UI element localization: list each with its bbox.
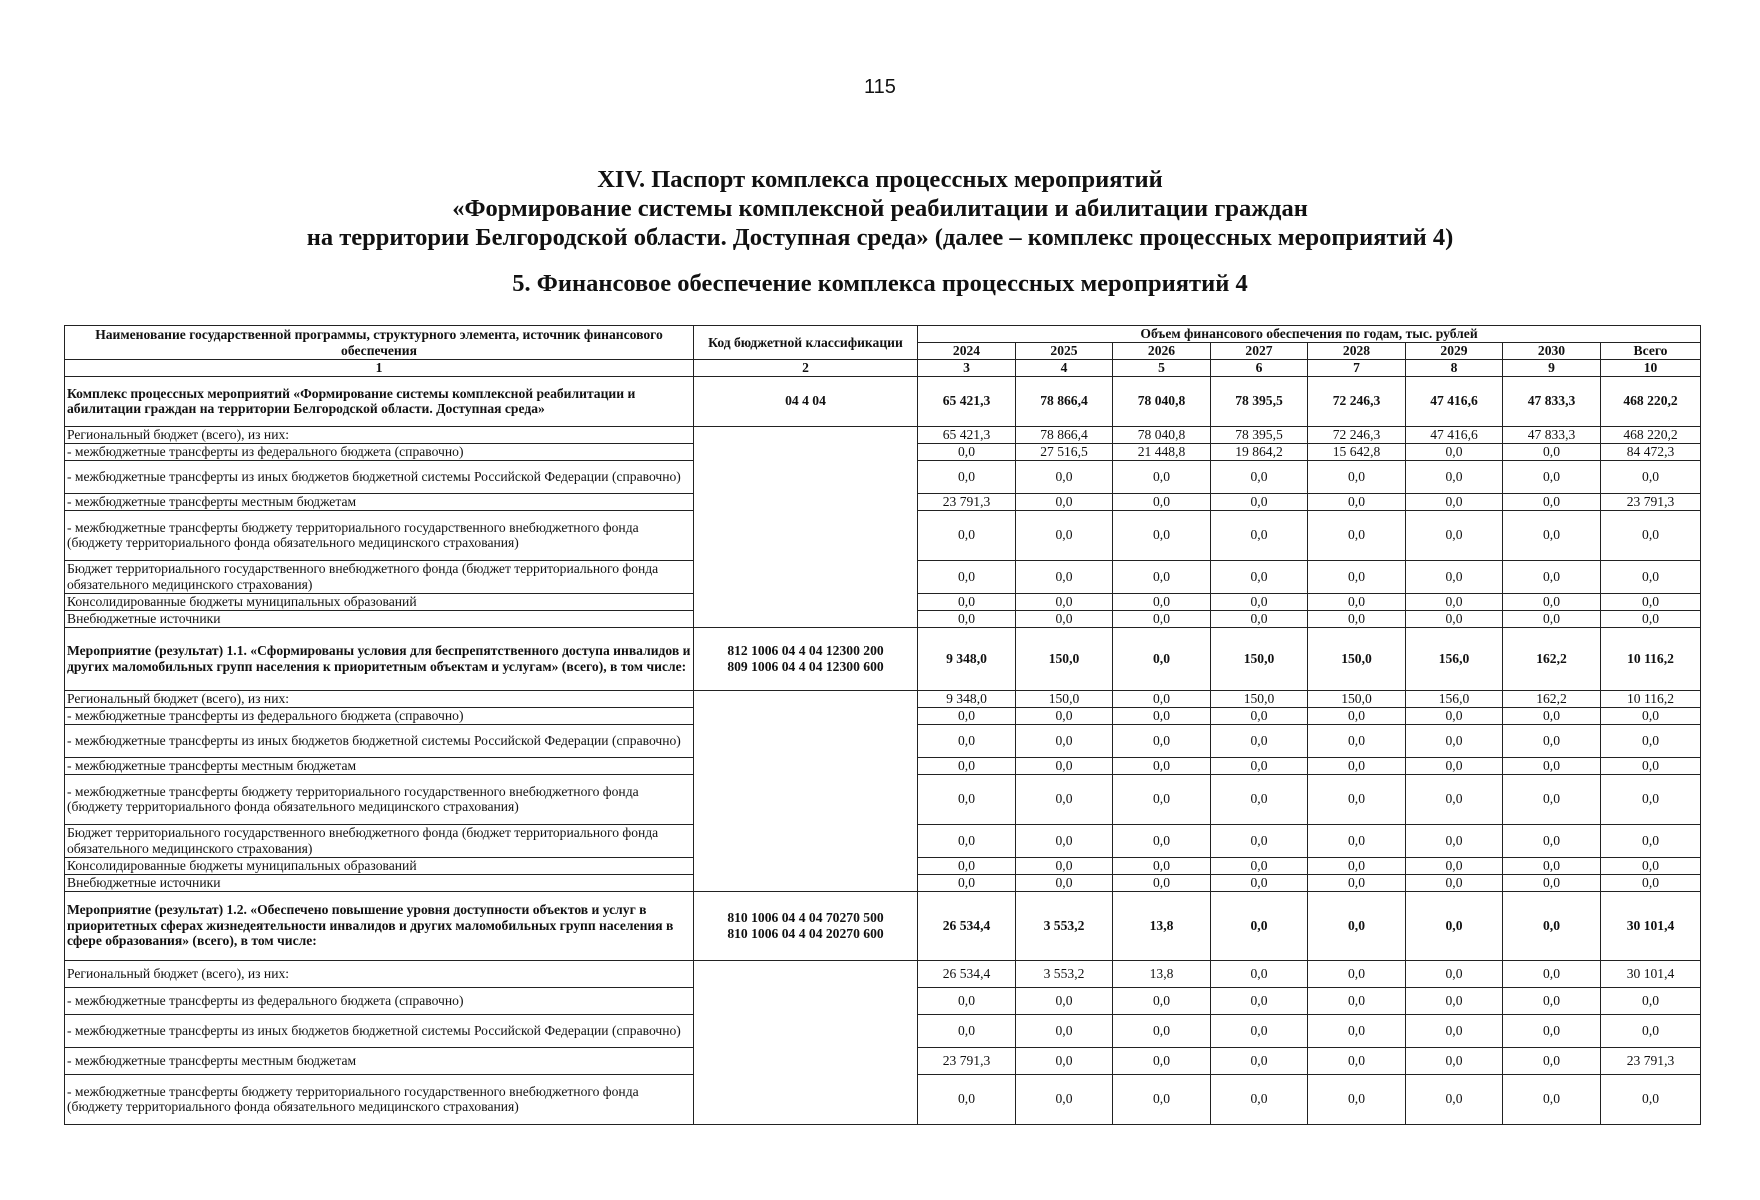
amount-cell: 0,0 xyxy=(1016,493,1113,510)
amount-cell: 13,8 xyxy=(1113,960,1211,987)
amount-cell: 0,0 xyxy=(918,757,1016,774)
amount-cell: 0,0 xyxy=(1503,774,1601,824)
amount-cell: 23 791,3 xyxy=(918,1047,1016,1074)
row-name: - межбюджетные трансферты из иных бюджетов бюджетной системы Российской Федерации (справочно) xyxy=(65,724,694,757)
amount-cell: 0,0 xyxy=(1211,610,1308,627)
title-line-1: XIV. Паспорт комплекса процессных мероприятий xyxy=(597,166,1163,193)
amount-cell: 78 866,4 xyxy=(1016,426,1113,443)
amount-cell: 0,0 xyxy=(1211,560,1308,593)
amount-cell: 0,0 xyxy=(918,724,1016,757)
amount-cell: 0,0 xyxy=(1503,960,1601,987)
row-name: Бюджет территориального государственного внебюджетного фонда (бюджет территориального фонда обязательного медицинского страхования) xyxy=(65,560,694,593)
amount-cell: 0,0 xyxy=(1211,960,1308,987)
row-code-empty xyxy=(694,690,918,891)
amount-cell: 150,0 xyxy=(1308,690,1406,707)
amount-cell: 3 553,2 xyxy=(1016,891,1113,960)
amount-cell: 0,0 xyxy=(1308,857,1406,874)
row-code xyxy=(694,627,918,690)
amount-cell: 0,0 xyxy=(918,593,1016,610)
amount-cell: 0,0 xyxy=(1113,610,1211,627)
amount-cell: 0,0 xyxy=(1308,493,1406,510)
amount-cell: 0,0 xyxy=(918,443,1016,460)
amount-cell: 0,0 xyxy=(1113,1074,1211,1124)
amount-cell: 0,0 xyxy=(1211,593,1308,610)
amount-cell: 0,0 xyxy=(1016,707,1113,724)
amount-cell: 156,0 xyxy=(1406,690,1503,707)
amount-cell: 0,0 xyxy=(1211,707,1308,724)
amount-cell: 0,0 xyxy=(1601,824,1701,857)
amount-cell: 0,0 xyxy=(1016,724,1113,757)
amount-cell: 0,0 xyxy=(1308,1047,1406,1074)
amount-cell: 0,0 xyxy=(1601,724,1701,757)
col-number: 6 xyxy=(1211,360,1308,377)
col-number: 7 xyxy=(1308,360,1406,377)
amount-cell: 0,0 xyxy=(918,460,1016,493)
page-number: 115 xyxy=(864,76,896,98)
amount-cell: 10 116,2 xyxy=(1601,690,1701,707)
amount-cell: 0,0 xyxy=(1503,987,1601,1014)
row-name: - межбюджетные трансферты местным бюджетам xyxy=(65,757,694,774)
table-body xyxy=(65,376,1701,1124)
amount-cell: 0,0 xyxy=(1308,874,1406,891)
header-name: Наименование государственной программы, структурного элемента, источник финансового обеспечения xyxy=(65,326,694,360)
amount-cell: 23 791,3 xyxy=(1601,493,1701,510)
amount-cell: 78 395,5 xyxy=(1211,376,1308,426)
amount-cell: 0,0 xyxy=(1406,857,1503,874)
amount-cell: 468 220,2 xyxy=(1601,426,1701,443)
amount-cell: 0,0 xyxy=(1113,560,1211,593)
amount-cell: 0,0 xyxy=(1503,610,1601,627)
amount-cell: 0,0 xyxy=(1016,610,1113,627)
year-total: Всего xyxy=(1601,343,1701,360)
amount-cell: 0,0 xyxy=(1113,724,1211,757)
table-row xyxy=(65,891,1701,960)
amount-cell: 0,0 xyxy=(1211,891,1308,960)
amount-cell: 0,0 xyxy=(1016,560,1113,593)
amount-cell: 0,0 xyxy=(1503,493,1601,510)
amount-cell: 0,0 xyxy=(918,610,1016,627)
amount-cell: 9 348,0 xyxy=(918,690,1016,707)
amount-cell: 0,0 xyxy=(1113,1014,1211,1047)
row-name: - межбюджетные трансферты местным бюджетам xyxy=(65,1047,694,1074)
code-line: 810 1006 04 4 04 70270 500 xyxy=(727,910,884,925)
amount-cell: 0,0 xyxy=(1113,593,1211,610)
amount-cell: 0,0 xyxy=(1503,757,1601,774)
amount-cell: 65 421,3 xyxy=(918,426,1016,443)
amount-cell: 0,0 xyxy=(1016,874,1113,891)
amount-cell: 0,0 xyxy=(1503,560,1601,593)
amount-cell: 0,0 xyxy=(1016,1014,1113,1047)
amount-cell: 0,0 xyxy=(1211,987,1308,1014)
amount-cell: 0,0 xyxy=(1113,824,1211,857)
amount-cell: 0,0 xyxy=(1406,874,1503,891)
amount-cell: 0,0 xyxy=(1601,757,1701,774)
code-line: 809 1006 04 4 04 12300 600 xyxy=(727,658,884,674)
amount-cell: 0,0 xyxy=(1308,774,1406,824)
row-name: Комплекс процессных мероприятий «Формирование системы комплексной реабилитации и абилитации граждан на территории Белгородской области. Доступная среда» xyxy=(65,376,694,426)
table-row xyxy=(65,426,1701,443)
amount-cell: 0,0 xyxy=(1113,857,1211,874)
table-row xyxy=(65,376,1701,426)
row-name: - межбюджетные трансферты местным бюджетам xyxy=(65,493,694,510)
amount-cell: 0,0 xyxy=(1113,987,1211,1014)
row-name: - межбюджетные трансферты бюджету территориального государственного внебюджетного фонда (бюджету территориального фонда обязательного медицинского страхования) xyxy=(65,1074,694,1124)
table-row xyxy=(65,690,1701,707)
amount-cell: 0,0 xyxy=(1308,824,1406,857)
amount-cell: 0,0 xyxy=(918,824,1016,857)
row-name: - межбюджетные трансферты из федерального бюджета (справочно) xyxy=(65,443,694,460)
amount-cell: 0,0 xyxy=(1503,707,1601,724)
amount-cell: 0,0 xyxy=(1308,891,1406,960)
amount-cell: 10 116,2 xyxy=(1601,627,1701,690)
amount-cell: 30 101,4 xyxy=(1601,960,1701,987)
amount-cell: 3 553,2 xyxy=(1016,960,1113,987)
amount-cell: 0,0 xyxy=(1016,510,1113,560)
amount-cell: 84 472,3 xyxy=(1601,443,1701,460)
col-number: 3 xyxy=(918,360,1016,377)
amount-cell: 0,0 xyxy=(1016,593,1113,610)
year-2027: 2027 xyxy=(1211,343,1308,360)
amount-cell: 0,0 xyxy=(1503,1014,1601,1047)
amount-cell: 72 246,3 xyxy=(1308,376,1406,426)
amount-cell: 0,0 xyxy=(1406,724,1503,757)
amount-cell: 0,0 xyxy=(1406,443,1503,460)
row-name: Внебюджетные источники xyxy=(65,610,694,627)
amount-cell: 0,0 xyxy=(1211,460,1308,493)
code-line: 812 1006 04 4 04 12300 200 xyxy=(727,643,884,658)
amount-cell: 0,0 xyxy=(1503,874,1601,891)
amount-cell: 0,0 xyxy=(1601,1074,1701,1124)
amount-cell: 0,0 xyxy=(1601,707,1701,724)
amount-cell: 0,0 xyxy=(918,987,1016,1014)
amount-cell: 0,0 xyxy=(918,874,1016,891)
amount-cell: 19 864,2 xyxy=(1211,443,1308,460)
col-number: 8 xyxy=(1406,360,1503,377)
amount-cell: 150,0 xyxy=(1016,627,1113,690)
amount-cell: 468 220,2 xyxy=(1601,376,1701,426)
title-line-2: «Формирование системы комплексной реабилитации и абилитации граждан xyxy=(452,195,1308,222)
amount-cell: 0,0 xyxy=(1406,1047,1503,1074)
row-name: - межбюджетные трансферты бюджету территориального государственного внебюджетного фонда (бюджету территориального фонда обязательного медицинского страхования) xyxy=(65,774,694,824)
amount-cell: 0,0 xyxy=(1016,460,1113,493)
row-code-empty xyxy=(694,426,918,627)
amount-cell: 0,0 xyxy=(1503,460,1601,493)
amount-cell: 0,0 xyxy=(1016,987,1113,1014)
amount-cell: 162,2 xyxy=(1503,627,1601,690)
amount-cell: 0,0 xyxy=(1016,1074,1113,1124)
document-title xyxy=(0,165,1760,252)
row-code-empty xyxy=(694,960,918,1124)
amount-cell: 78 395,5 xyxy=(1211,426,1308,443)
amount-cell: 78 866,4 xyxy=(1016,376,1113,426)
amount-cell: 0,0 xyxy=(1113,757,1211,774)
row-code: 04 4 04 xyxy=(694,376,918,426)
amount-cell: 23 791,3 xyxy=(918,493,1016,510)
amount-cell: 0,0 xyxy=(1308,460,1406,493)
amount-cell: 0,0 xyxy=(1016,1047,1113,1074)
amount-cell: 78 040,8 xyxy=(1113,426,1211,443)
amount-cell: 0,0 xyxy=(918,1074,1016,1124)
amount-cell: 0,0 xyxy=(1113,510,1211,560)
section-title: 5. Финансовое обеспечение комплекса процессных мероприятий 4 xyxy=(512,270,1248,297)
financing-table xyxy=(64,325,1701,1125)
amount-cell: 0,0 xyxy=(1113,1047,1211,1074)
amount-cell: 13,8 xyxy=(1113,891,1211,960)
amount-cell: 65 421,3 xyxy=(918,376,1016,426)
row-name: Региональный бюджет (всего), из них: xyxy=(65,960,694,987)
header-code: Код бюджетной классификации xyxy=(694,326,918,360)
amount-cell: 0,0 xyxy=(1601,593,1701,610)
title-line-3: на территории Белгородской области. Доступная среда» (далее – комплекс процессных мероприятий 4) xyxy=(306,224,1454,251)
amount-cell: 0,0 xyxy=(1211,1014,1308,1047)
col-number: 5 xyxy=(1113,360,1211,377)
year-2030: 2030 xyxy=(1503,343,1601,360)
amount-cell: 0,0 xyxy=(1601,987,1701,1014)
row-name: - межбюджетные трансферты из федерального бюджета (справочно) xyxy=(65,987,694,1014)
amount-cell: 0,0 xyxy=(1406,960,1503,987)
amount-cell: 0,0 xyxy=(918,774,1016,824)
amount-cell: 0,0 xyxy=(1601,857,1701,874)
table-row xyxy=(65,960,1701,987)
row-name: Мероприятие (результат) 1.2. «Обеспечено повышение уровня доступности объектов и услуг в приоритетных сферах жизнедеятельности инвалидов и других маломобильных групп населения в сфере образования» (всего), в том числе: xyxy=(65,891,694,960)
amount-cell: 0,0 xyxy=(1406,1074,1503,1124)
year-2026: 2026 xyxy=(1113,343,1211,360)
amount-cell: 0,0 xyxy=(1308,1074,1406,1124)
amount-cell: 26 534,4 xyxy=(918,960,1016,987)
row-name: Региональный бюджет (всего), из них: xyxy=(65,690,694,707)
amount-cell: 0,0 xyxy=(1503,857,1601,874)
amount-cell: 0,0 xyxy=(1113,493,1211,510)
year-2024: 2024 xyxy=(918,343,1016,360)
amount-cell: 0,0 xyxy=(1601,874,1701,891)
amount-cell: 0,0 xyxy=(1406,493,1503,510)
amount-cell: 0,0 xyxy=(1601,560,1701,593)
amount-cell: 27 516,5 xyxy=(1016,443,1113,460)
row-name: Бюджет территориального государственного внебюджетного фонда (бюджет территориального фонда обязательного медицинского страхования) xyxy=(65,824,694,857)
amount-cell: 0,0 xyxy=(918,857,1016,874)
amount-cell: 0,0 xyxy=(1406,510,1503,560)
row-name: - межбюджетные трансферты бюджету территориального государственного внебюджетного фонда (бюджету территориального фонда обязательного медицинского страхования) xyxy=(65,510,694,560)
row-name: Мероприятие (результат) 1.1. «Сформированы условия для беспрепятственного доступа инвалидов и других маломобильных групп населения к приоритетным объектам и услугам» (всего), в том числе: xyxy=(65,627,694,690)
amount-cell: 0,0 xyxy=(918,510,1016,560)
amount-cell: 0,0 xyxy=(1406,757,1503,774)
amount-cell: 0,0 xyxy=(1211,824,1308,857)
amount-cell: 0,0 xyxy=(1211,857,1308,874)
amount-cell: 0,0 xyxy=(1503,510,1601,560)
amount-cell: 0,0 xyxy=(1211,874,1308,891)
col-number: 10 xyxy=(1601,360,1701,377)
amount-cell: 0,0 xyxy=(1211,1047,1308,1074)
row-name: Внебюджетные источники xyxy=(65,874,694,891)
amount-cell: 15 642,8 xyxy=(1308,443,1406,460)
amount-cell: 0,0 xyxy=(1406,891,1503,960)
amount-cell: 156,0 xyxy=(1406,627,1503,690)
amount-cell: 47 833,3 xyxy=(1503,376,1601,426)
amount-cell: 0,0 xyxy=(1211,724,1308,757)
amount-cell: 72 246,3 xyxy=(1308,426,1406,443)
amount-cell: 0,0 xyxy=(1113,460,1211,493)
amount-cell: 0,0 xyxy=(1211,757,1308,774)
amount-cell: 0,0 xyxy=(1406,824,1503,857)
amount-cell: 0,0 xyxy=(1113,627,1211,690)
amount-cell: 0,0 xyxy=(1601,1014,1701,1047)
amount-cell: 23 791,3 xyxy=(1601,1047,1701,1074)
amount-cell: 47 416,6 xyxy=(1406,376,1503,426)
amount-cell: 0,0 xyxy=(1406,707,1503,724)
amount-cell: 0,0 xyxy=(1503,1074,1601,1124)
amount-cell: 0,0 xyxy=(1601,460,1701,493)
amount-cell: 0,0 xyxy=(1113,874,1211,891)
amount-cell: 0,0 xyxy=(1211,493,1308,510)
code-line: 810 1006 04 4 04 20270 600 xyxy=(727,925,884,941)
row-name: - межбюджетные трансферты из федерального бюджета (справочно) xyxy=(65,707,694,724)
amount-cell: 21 448,8 xyxy=(1113,443,1211,460)
amount-cell: 0,0 xyxy=(1406,987,1503,1014)
amount-cell: 0,0 xyxy=(1503,724,1601,757)
amount-cell: 0,0 xyxy=(1308,510,1406,560)
amount-cell: 0,0 xyxy=(1308,707,1406,724)
amount-cell: 0,0 xyxy=(918,560,1016,593)
amount-cell: 0,0 xyxy=(918,707,1016,724)
amount-cell: 0,0 xyxy=(1308,610,1406,627)
amount-cell: 0,0 xyxy=(1406,1014,1503,1047)
amount-cell: 47 416,6 xyxy=(1406,426,1503,443)
row-name: Консолидированные бюджеты муниципальных образований xyxy=(65,857,694,874)
row-name: Консолидированные бюджеты муниципальных образований xyxy=(65,593,694,610)
row-code xyxy=(694,891,918,960)
amount-cell: 0,0 xyxy=(1113,707,1211,724)
amount-cell: 0,0 xyxy=(1406,560,1503,593)
amount-cell: 0,0 xyxy=(1308,1014,1406,1047)
amount-cell: 0,0 xyxy=(1016,757,1113,774)
amount-cell: 0,0 xyxy=(1503,443,1601,460)
amount-cell: 0,0 xyxy=(1308,560,1406,593)
amount-cell: 150,0 xyxy=(1308,627,1406,690)
amount-cell: 0,0 xyxy=(1211,510,1308,560)
row-name: - межбюджетные трансферты из иных бюджетов бюджетной системы Российской Федерации (справочно) xyxy=(65,460,694,493)
amount-cell: 0,0 xyxy=(1211,1074,1308,1124)
year-2028: 2028 xyxy=(1308,343,1406,360)
amount-cell: 0,0 xyxy=(1406,593,1503,610)
amount-cell: 0,0 xyxy=(1211,774,1308,824)
amount-cell: 47 833,3 xyxy=(1503,426,1601,443)
year-2025: 2025 xyxy=(1016,343,1113,360)
col-number: 1 xyxy=(65,360,694,377)
year-2029: 2029 xyxy=(1406,343,1503,360)
header-volume: Объем финансового обеспечения по годам, тыс. рублей xyxy=(918,326,1701,343)
amount-cell: 9 348,0 xyxy=(918,627,1016,690)
amount-cell: 0,0 xyxy=(1113,690,1211,707)
amount-cell: 0,0 xyxy=(1601,510,1701,560)
amount-cell: 30 101,4 xyxy=(1601,891,1701,960)
amount-cell: 150,0 xyxy=(1211,690,1308,707)
amount-cell: 0,0 xyxy=(1503,593,1601,610)
amount-cell: 0,0 xyxy=(1406,610,1503,627)
amount-cell: 26 534,4 xyxy=(918,891,1016,960)
amount-cell: 0,0 xyxy=(1406,774,1503,824)
amount-cell: 0,0 xyxy=(1308,593,1406,610)
amount-cell: 0,0 xyxy=(1601,610,1701,627)
amount-cell: 0,0 xyxy=(1308,724,1406,757)
amount-cell: 0,0 xyxy=(1406,460,1503,493)
col-number: 9 xyxy=(1503,360,1601,377)
amount-cell: 0,0 xyxy=(1016,857,1113,874)
amount-cell: 0,0 xyxy=(1113,774,1211,824)
amount-cell: 162,2 xyxy=(1503,690,1601,707)
table-header-row xyxy=(65,326,1701,343)
amount-cell: 0,0 xyxy=(918,1014,1016,1047)
amount-cell: 78 040,8 xyxy=(1113,376,1211,426)
amount-cell: 0,0 xyxy=(1503,1047,1601,1074)
amount-cell: 150,0 xyxy=(1211,627,1308,690)
amount-cell: 0,0 xyxy=(1503,824,1601,857)
amount-cell: 0,0 xyxy=(1503,891,1601,960)
amount-cell: 150,0 xyxy=(1016,690,1113,707)
amount-cell: 0,0 xyxy=(1601,774,1701,824)
amount-cell: 0,0 xyxy=(1016,774,1113,824)
amount-cell: 0,0 xyxy=(1308,960,1406,987)
row-name: Региональный бюджет (всего), из них: xyxy=(65,426,694,443)
amount-cell: 0,0 xyxy=(1016,824,1113,857)
row-name: - межбюджетные трансферты из иных бюджетов бюджетной системы Российской Федерации (справочно) xyxy=(65,1014,694,1047)
amount-cell: 0,0 xyxy=(1308,987,1406,1014)
table-row xyxy=(65,627,1701,690)
col-number: 2 xyxy=(694,360,918,377)
amount-cell: 0,0 xyxy=(1308,757,1406,774)
col-number: 4 xyxy=(1016,360,1113,377)
column-number-row xyxy=(65,360,1701,377)
